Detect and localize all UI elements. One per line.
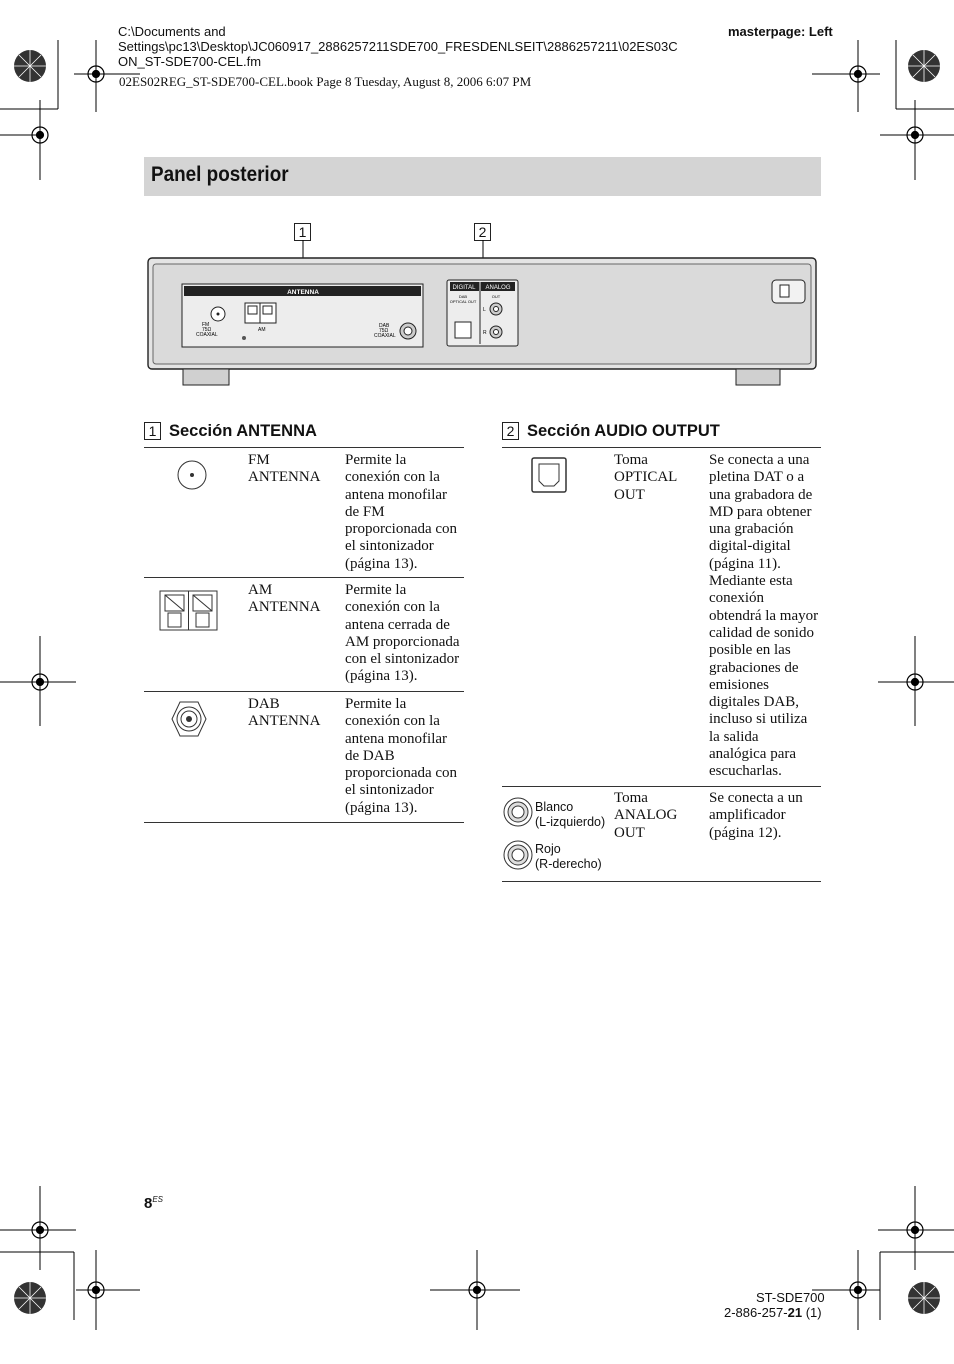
divider [502,881,821,882]
divider [144,577,464,578]
document-code-suffix: (1) [802,1305,822,1320]
model-number: ST-SDE700 [756,1290,825,1305]
dab-antenna-description: Permite la conexión con la antena monofilar de DAB proporcionada con el sintonizador (página 13). [345,696,458,816]
file-path-line-3: ON_ST-SDE700-CEL.fm [118,54,262,69]
am-terminal-icon [159,590,219,632]
page-number [144,1195,163,1212]
document-code [724,1305,822,1320]
document-code-prefix: 2-886-257- [724,1305,788,1320]
svg-text:OPTICAL OUT: OPTICAL OUT [449,299,477,304]
divider [144,822,464,823]
divider [502,447,821,448]
divider [144,447,464,448]
svg-text:OUT: OUT [491,294,501,299]
dab-antenna-label: DAB ANTENNA [248,696,321,730]
svg-text:DAB: DAB [379,323,390,329]
svg-text:FM: FM [202,322,210,328]
svg-text:DAB: DAB [458,294,468,299]
divider [502,786,821,787]
svg-text:75Ω: 75Ω [379,328,389,334]
analog-out-description: Se conecta a un amplificador (página 12). [709,790,803,841]
rca-jack-icon [502,839,534,871]
page-title: Panel posterior [151,163,289,186]
am-antenna-label: AM ANTENNA [248,582,321,616]
file-path [118,24,678,69]
svg-text:DIGITAL: DIGITAL [452,285,476,291]
section-1-number: 1 [144,422,161,440]
file-path-line-1: C:\Documents and [118,24,226,39]
svg-text:AM: AM [258,327,266,333]
svg-text:L: L [483,307,486,313]
fm-coaxial-jack-icon [175,459,209,491]
svg-text:R: R [483,330,487,336]
callout-2: 2 [474,223,491,241]
section-2-title: Sección AUDIO OUTPUT [527,422,720,440]
optical-jack-icon [530,456,568,494]
rca-jack-icon [502,796,534,828]
optical-out-description: Se conecta a una pletina DAT o a una grabadora de MD para obtener una grabación digital-digital (página 11). Mediante esta conexión obtendrá la mayor calidad de sonido posible en las grabaciones de emisiones digitales DAB, incluso si utiliza la salida analógica para escucharlas. [709,452,819,780]
page-number-value: 8 [144,1195,153,1212]
section-title-bar [144,157,821,196]
section-2-number: 2 [502,422,519,440]
jack-label-red: Rojo (R-derecho) [535,842,602,871]
callout-1: 1 [294,223,311,241]
svg-text:COAXIAL: COAXIAL [196,332,218,338]
divider [144,691,464,692]
file-path-line-2: Settings\pc13\Desktop\JC060917_2886257211SDE700_FRESDENLSEIT\2886257211\02ES03C [118,39,678,54]
dab-coaxial-jack-icon [170,700,208,738]
fm-antenna-label: FM ANTENNA [248,452,321,486]
svg-text:COAXIAL: COAXIAL [374,333,396,339]
book-info-line: 02ES02REG_ST-SDE700-CEL.book Page 8 Tuesday, August 8, 2006 6:07 PM [119,74,532,89]
am-antenna-description: Permite la conexión con la antena cerrada de AM proporcionada con el sintonizador (página 13). [345,582,460,685]
section-1-heading [144,422,317,441]
optical-out-label: Toma OPTICAL OUT [614,452,678,503]
rear-panel-illustration [140,240,824,390]
section-1-title: Sección ANTENNA [169,422,317,440]
svg-text:75Ω: 75Ω [202,327,212,333]
antenna-panel-label: ANTENNA [287,289,319,296]
fm-antenna-description: Permite la conexión con la antena monofilar de FM proporcionada con el sintonizador (página 13). [345,452,458,572]
document-code-bold: 21 [787,1305,803,1320]
section-2-heading [502,422,720,441]
svg-text:ANALOG: ANALOG [485,285,511,291]
page-language: ES [152,1195,164,1204]
masterpage-label: masterpage: Left [728,24,833,39]
jack-label-white: Blanco (L-izquierdo) [535,800,606,829]
analog-out-label: Toma ANALOG OUT [614,790,678,841]
